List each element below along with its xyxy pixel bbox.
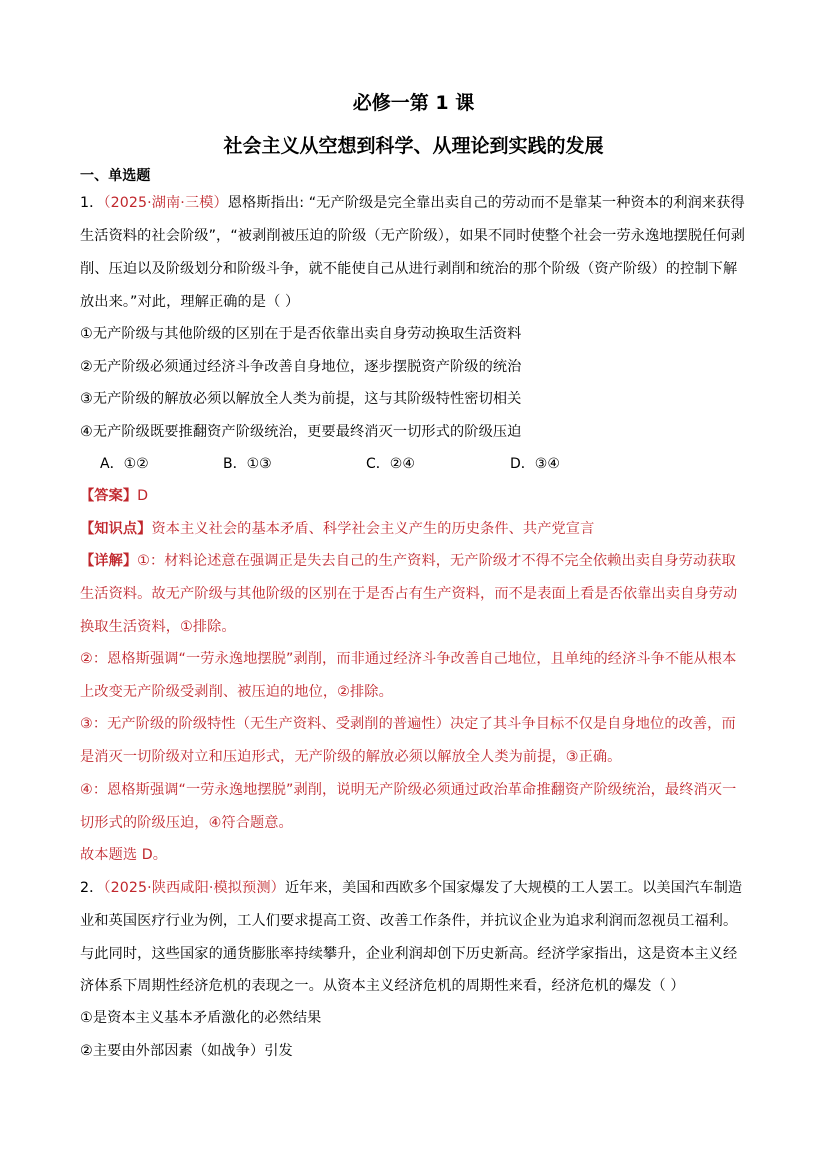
q1-stem-text-1: 恩格斯指出: “无产阶级是完全靠出卖自己的劳动而不是靠某一种资本的利润来获得: [227, 195, 745, 211]
q1-detail-3-line-2: 是消灭一切阶级对立和压迫形式，无产阶级的解放必须以解放全人类为前提，③正确。: [80, 749, 622, 765]
answer-value: D: [137, 488, 149, 504]
knowledge-point-text: 资本主义社会的基本矛盾、科学社会主义产生的历史条件、共产党宣言: [151, 521, 595, 537]
section-heading: 一、单选题: [80, 168, 151, 184]
q1-number: 1．: [80, 195, 104, 211]
q1-detail-2-line-2: 上改变无产阶级受剥削、被压迫的地位，②排除。: [80, 684, 393, 700]
q1-detail-4-line-2: 切形式的阶级压迫，④符合题意。: [80, 815, 293, 831]
q1-detail-1-line-2: 生活资料。故无产阶级与其他阶级的区别在于是否占有生产资料，而不是表面上看是否依靠出卖自身劳动: [80, 586, 738, 602]
q1-option-d: D．③④: [510, 456, 560, 472]
page-subtitle: 社会主义从空想到科学、从理论到实践的发展: [223, 135, 604, 157]
knowledge-point-label: 【知识点】: [80, 521, 152, 537]
q1-detail-3-line-1: ③：无产阶级的阶级特性（无生产资料、受剥削的普遍性）决定了其斗争目标不仅是自身地位的改善，而: [80, 716, 736, 732]
q1-detail-4-line-1: ④：恩格斯强调“一劳永逸地摆脱”剥削，说明无产阶级必须通过政治革命推翻资产阶级统治，最终消灭一: [80, 782, 737, 798]
q2-source: （2025·陕西咸阳·模拟预测）: [103, 880, 285, 896]
answer-label: 【答案】: [80, 488, 138, 504]
q2-stem-line-3: 与此同时，这些国家的通货膨胀率持续攀升，企业利润却创下历史新高。经济学家指出，这是资本主义经: [80, 946, 738, 962]
q1-option-b: B．①③: [223, 456, 272, 472]
q2-number: 2．: [80, 880, 104, 896]
q1-source: （2025·湖南·三模）: [103, 195, 228, 211]
q2-statement-2: ②主要由外部因素（如战争）引发: [80, 1043, 293, 1059]
q2-stem-text-1: 近年来，美国和西欧多个国家爆发了大规模的工人罢工。以美国汽车制造: [284, 880, 743, 896]
q1-stem-line-4: 放出来。”对此，理解正确的是（ ）: [80, 294, 300, 310]
q1-stem-line-1: [80, 193, 745, 213]
q1-statement-3: ③无产阶级的解放必须以解放全人类为前提，这与其阶级特性密切相关: [80, 391, 522, 407]
q1-stem-line-2: 生活资料的社会阶级”，“被剥削被压迫的阶级（无产阶级），如果不同时使整个社会一劳永逸地摆脱任何剥: [80, 228, 746, 244]
q1-detail-1-line-3: 换取生活资料，①排除。: [80, 619, 236, 635]
q2-statement-1: ①是资本主义基本矛盾激化的必然结果: [80, 1010, 322, 1026]
q1-statement-1: ①无产阶级与其他阶级的区别在于是否依靠出卖自身劳动换取生活资料: [80, 326, 522, 342]
q1-conclusion: 故本题选 D。: [80, 847, 168, 863]
q1-stem-line-3: 削、压迫以及阶级划分和阶级斗争，就不能使自己从进行剥削和统治的那个阶级（资产阶级）的控制下解: [80, 261, 738, 277]
q1-option-a: A．①②: [100, 456, 149, 472]
page-title: 必修一第 1 课: [352, 92, 475, 114]
q1-statement-2: ②无产阶级必须通过经济斗争改善自身地位，逐步摆脱资产阶级的统治: [80, 359, 522, 375]
q1-statement-4: ④无产阶级既要推翻资产阶级统治，更要最终消灭一切形式的阶级压迫: [80, 424, 522, 440]
q1-knowledge-point: [80, 519, 594, 539]
q1-option-c: C．②④: [366, 456, 415, 472]
q1-detail-2-line-1: ②：恩格斯强调“一劳永逸地摆脱”剥削，而非通过经济斗争改善自己地位，且单纯的经济斗争不能从根本: [80, 651, 737, 667]
q2-stem-line-2: 业和英国医疗行业为例，工人们要求提高工资、改善工作条件，并抗议企业为追求利润而忽视员工福利。: [80, 913, 738, 929]
q1-answer: [80, 486, 148, 506]
detail-text: ①：材料论述意在强调正是失去自己的生产资料，无产阶级才不得不完全依赖出卖自身劳动获取: [137, 553, 736, 569]
detail-label: 【详解】: [80, 553, 138, 569]
q2-stem-line-4: 济体系下周期性经济危机的表现之一。从资本主义经济危机的周期性来看，经济危机的爆发（ ）: [80, 978, 685, 994]
q1-detail-1-line-1: [80, 551, 736, 571]
q2-stem-line-1: [80, 878, 742, 898]
